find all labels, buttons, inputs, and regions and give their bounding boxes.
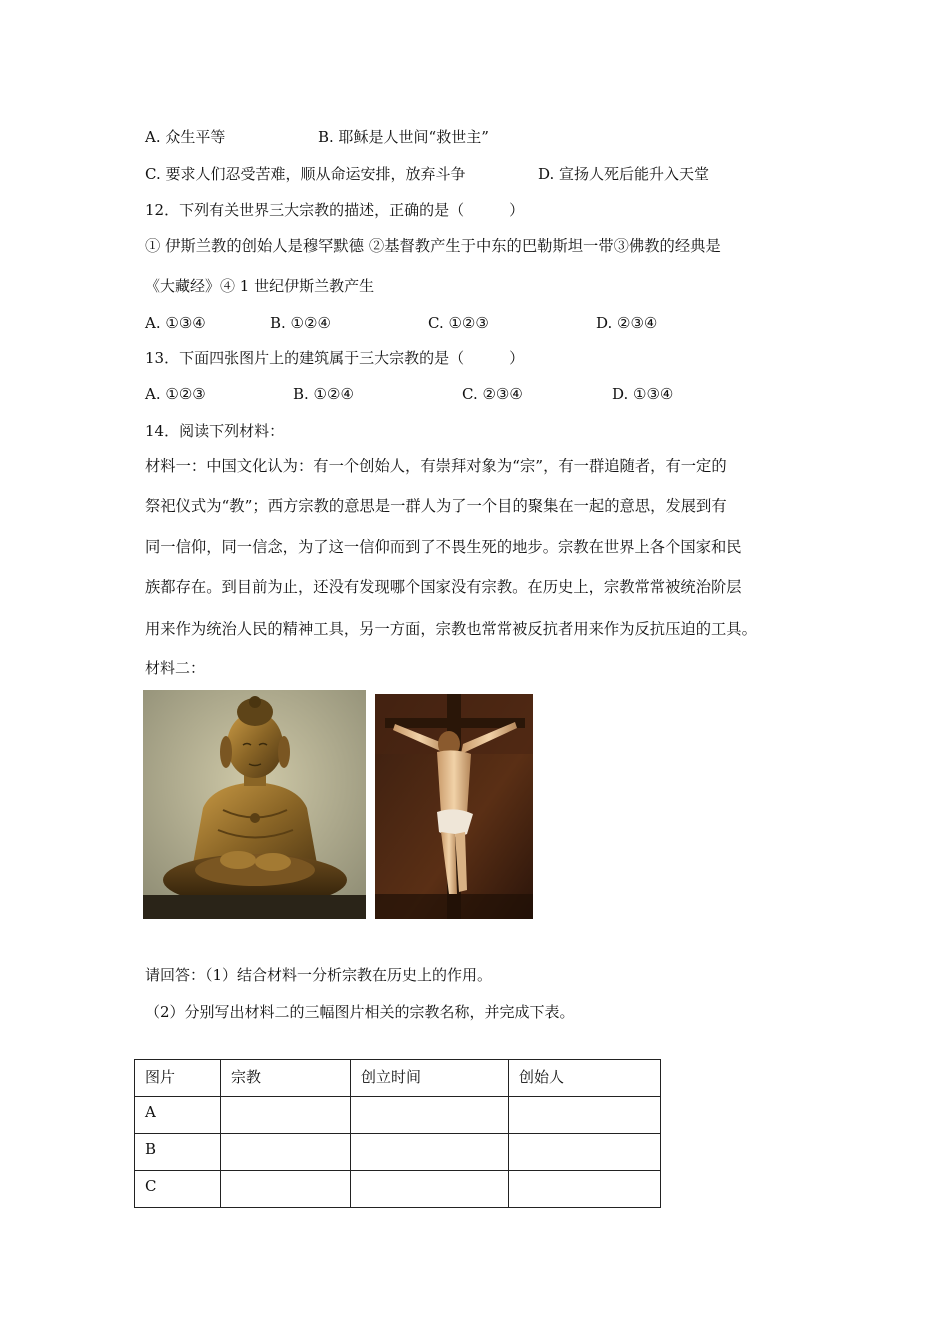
table-header-row [135,1060,661,1097]
question-12-stem: 12．下列有关世界三大宗教的描述，正确的是（ ） [145,201,525,219]
question-14-stem: 14．阅读下列材料： [145,422,285,440]
answer-cell[interactable] [509,1171,661,1208]
header-cell-religion: 宗教 [221,1060,351,1097]
material-1-line-2: 祭祀仪式为“教”；西方宗教的意思是一群人为了一个目的聚集在一起的意思，发展到有 [145,497,727,515]
material-1-line-1: 材料一：中国文化认为：有一个创始人，有崇拜对象为“宗”，有一群追随者，有一定的 [145,457,727,475]
table-row [135,1134,661,1171]
crucifixion-image [375,694,533,919]
answer-cell[interactable] [351,1097,509,1134]
row-label-cell: C [135,1171,221,1208]
option-b: B. 耶稣是人世间“救世主” [318,128,489,146]
buddha-statue-image [143,690,366,919]
answer-cell[interactable] [221,1134,351,1171]
row-label-cell: A [135,1097,221,1134]
header-cell-founded-time: 创立时间 [351,1060,509,1097]
material-1-line-4: 族都存在。到目前为止，还没有发现哪个国家没有宗教。在历史上，宗教常常被统治阶层 [145,578,742,596]
q13-option-d: D. ①③④ [612,385,674,403]
option-d: D. 宣扬人死后能升入天堂 [538,165,710,183]
q12-option-a: A. ①③④ [145,314,206,332]
option-a: A. 众生平等 [145,128,226,146]
q12-option-d: D. ②③④ [596,314,658,332]
question-12-statements-line-2: 《大藏经》④ 1 世纪伊斯兰教产生 [145,277,375,295]
table-row [135,1171,661,1208]
row-label-cell: B [135,1134,221,1171]
q13-option-c: C. ②③④ [462,385,523,403]
material-1-line-5: 用来作为统治人民的精神工具，另一方面，宗教也常常被反抗者用来作为反抗压迫的工具。 [145,620,757,638]
table-row [135,1097,661,1134]
q12-option-b: B. ①②④ [270,314,331,332]
answer-cell[interactable] [221,1097,351,1134]
answer-cell[interactable] [221,1171,351,1208]
q13-option-b: B. ①②④ [293,385,354,403]
answer-table [134,1059,661,1208]
q13-option-a: A. ①②③ [145,385,206,403]
answer-cell[interactable] [351,1134,509,1171]
q12-option-c: C. ①②③ [428,314,489,332]
question-2: （2）分别写出材料二的三幅图片相关的宗教名称，并完成下表。 [145,1003,575,1021]
header-cell-founder: 创始人 [509,1060,661,1097]
answer-cell[interactable] [509,1097,661,1134]
material-1-line-3: 同一信仰，同一信念，为了这一信仰而到了不畏生死的地步。宗教在世界上各个国家和民 [145,538,742,556]
question-12-statements-line-1: ① 伊斯兰教的创始人是穆罕默德 ②基督教产生于中东的巴勒斯坦一带③佛教的经典是 [145,237,721,255]
option-c: C. 要求人们忍受苦难，顺从命运安排，放弃斗争 [145,165,466,183]
answer-cell[interactable] [509,1134,661,1171]
header-cell-picture: 图片 [135,1060,221,1097]
answer-cell[interactable] [351,1171,509,1208]
question-1: 请回答：（1）结合材料一分析宗教在历史上的作用。 [145,966,493,984]
material-2-label: 材料二： [145,659,206,677]
question-13-stem: 13．下面四张图片上的建筑属于三大宗教的是（ ） [145,349,525,367]
